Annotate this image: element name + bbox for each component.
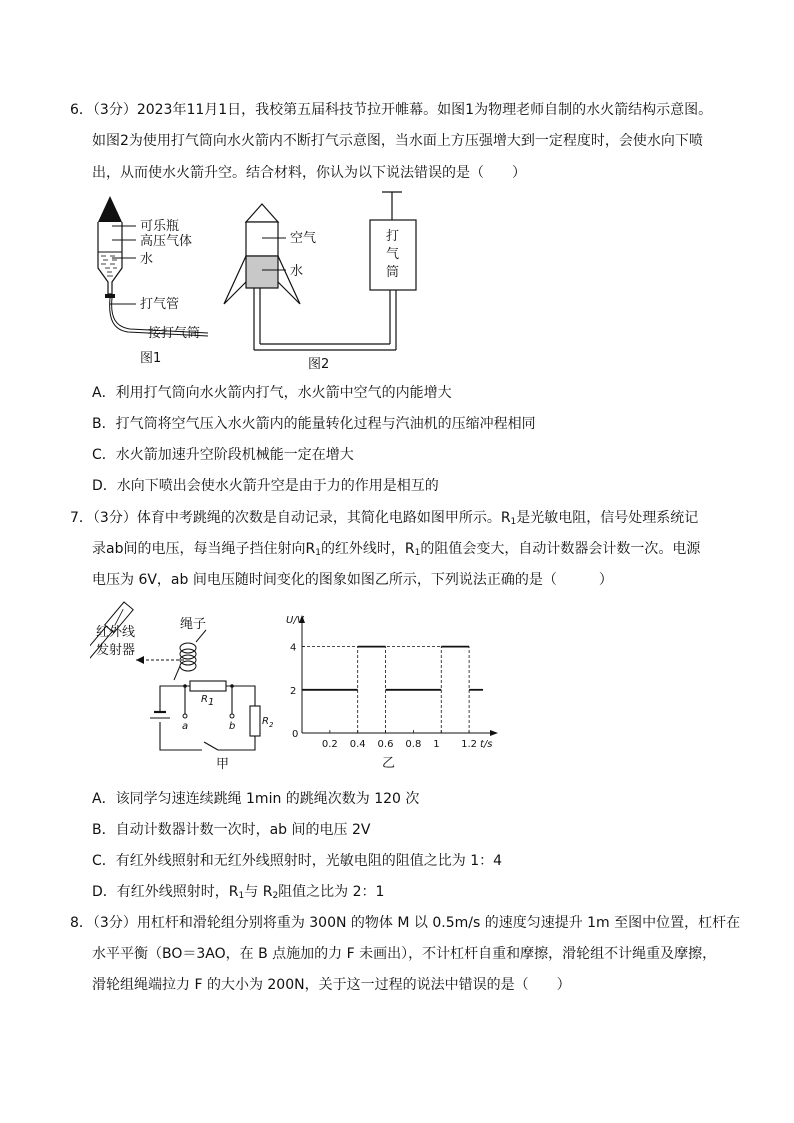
- label-terminal-a: a: [182, 721, 189, 732]
- label-terminal-b: b: [229, 721, 236, 732]
- y-tick-label: 2: [290, 685, 297, 697]
- label-r1: R1: [201, 694, 215, 708]
- q6-option-c: C．水火箭加速升空阶段机械能一定在增大: [92, 447, 354, 463]
- figure-2-pumping-diagram: [218, 190, 418, 370]
- label-cola-bottle: 可乐瓶: [140, 219, 180, 234]
- x-tick-label: 1.2: [461, 739, 478, 750]
- y-tick-label: 4: [290, 642, 297, 654]
- figure-1-caption: 图1: [140, 351, 162, 366]
- q7-stem-line-2: 录ab间的电压，每当绳子挡住射向$R_1$的红外线时，$R_1$的阻值会变大，自动计数器会计数一次。电源: [92, 541, 701, 558]
- label-water-2: 水: [290, 264, 304, 279]
- label-air-tube: 打气管: [140, 297, 180, 312]
- q6-option-d: D．水向下喷出会使水火箭升空是由于力的作用是相互的: [92, 478, 439, 494]
- q7-option-a: A．该同学匀速连续跳绳 1min 的跳绳次数为 120 次: [92, 791, 420, 807]
- label-to-pump: 接打气筒: [148, 326, 201, 341]
- x-tick-label: 0.6: [377, 739, 394, 750]
- label-air: 空气: [290, 231, 317, 246]
- x-tick-label: 0.2: [321, 739, 338, 750]
- q6-stem-line-2: 如图2为使用打气筒向水火箭内不断打气示意图，当水面上方压强增大到一定程度时，会使水向下喷: [92, 133, 703, 149]
- label-rope: 绳子: [180, 617, 207, 632]
- label-water: 水: [140, 252, 154, 267]
- q7-stem-line-3: 电压为 6V，ab 间电压随时间变化的图象如图乙所示，下列说法正确的是（ ）: [92, 572, 613, 588]
- q8-stem-line-1: 8．（3分）用杠杆和滑轮组分别将重为 300N 的物体 M 以 0.5m/s 的速度匀速提升 1m 至图中位置，杠杆在: [70, 915, 741, 931]
- figure-2-caption: 图2: [308, 357, 330, 370]
- x-axis-arrow: [490, 730, 498, 736]
- q6-option-a: A．利用打气筒向水火箭内打气，水火箭中空气的内能增大: [92, 385, 452, 401]
- q7-option-d: D．有红外线照射时，$R_1$与 $R_2$阻值之比为 2：1: [92, 884, 385, 901]
- x-tick-label: 0.8: [405, 739, 422, 750]
- figure-1-water-rocket: [88, 190, 223, 370]
- label-pump-char-1: 打: [386, 229, 400, 244]
- q6-stem-line-3: 出，从而使水火箭升空。结合材料，你认为以下说法错误的是（ ）: [92, 165, 526, 181]
- q7-stem-line-1: 7．（3分）体育中考跳绳的次数是自动记录，其简化电路如图甲所示。$R_1$是光敏电阻，信号处理系统记: [70, 510, 699, 527]
- label-ir-emitter-line-1: 红外线: [96, 625, 136, 640]
- x-tick-label: 1: [433, 739, 440, 750]
- label-high-pressure-gas: 高压气体: [140, 234, 193, 249]
- q8-stem-line-3: 滑轮组绳端拉力 F 的大小为 200N，关于这一过程的说法中错误的是（ ）: [92, 977, 571, 993]
- x-tick-label: 0.4: [349, 739, 366, 750]
- origin-label: 0: [292, 729, 299, 740]
- q6-stem-line-1: 6．（3分）2023年11月1日，我校第五届科技节拉开帷幕。如图1为物理老师自制的水火箭结构示意图。: [70, 102, 713, 118]
- label-ir-emitter-line-2: 发射器: [96, 643, 136, 658]
- figure-jia-caption: 甲: [216, 757, 230, 772]
- figure-yi-caption: 乙: [382, 756, 396, 771]
- figure-voltage-time-chart: [280, 615, 500, 775]
- q7-option-c: C．有红外线照射和无红外线照射时，光敏电阻的阻值之比为 1：4: [92, 853, 503, 869]
- label-pump-char-2: 气: [386, 247, 400, 262]
- q7-option-b: B．自动计数器计数一次时，ab 间的电压 2V: [92, 822, 371, 838]
- q8-stem-line-2: 水平平衡（BO＝3AO，在 B 点施加的力 F 未画出），不计杠杆自重和摩擦，滑轮组不计绳重及摩擦，: [92, 946, 717, 962]
- y-axis-label: U/V: [286, 615, 304, 626]
- label-r2: $R_2$: [262, 716, 274, 729]
- label-pump-char-3: 筒: [386, 265, 400, 280]
- q6-option-b: B．打气筒将空气压入水火箭内的能量转化过程与汽油机的压缩冲程相同: [92, 416, 536, 432]
- x-axis-label: t/s: [480, 739, 493, 750]
- figure-circuit-jia: [90, 600, 280, 775]
